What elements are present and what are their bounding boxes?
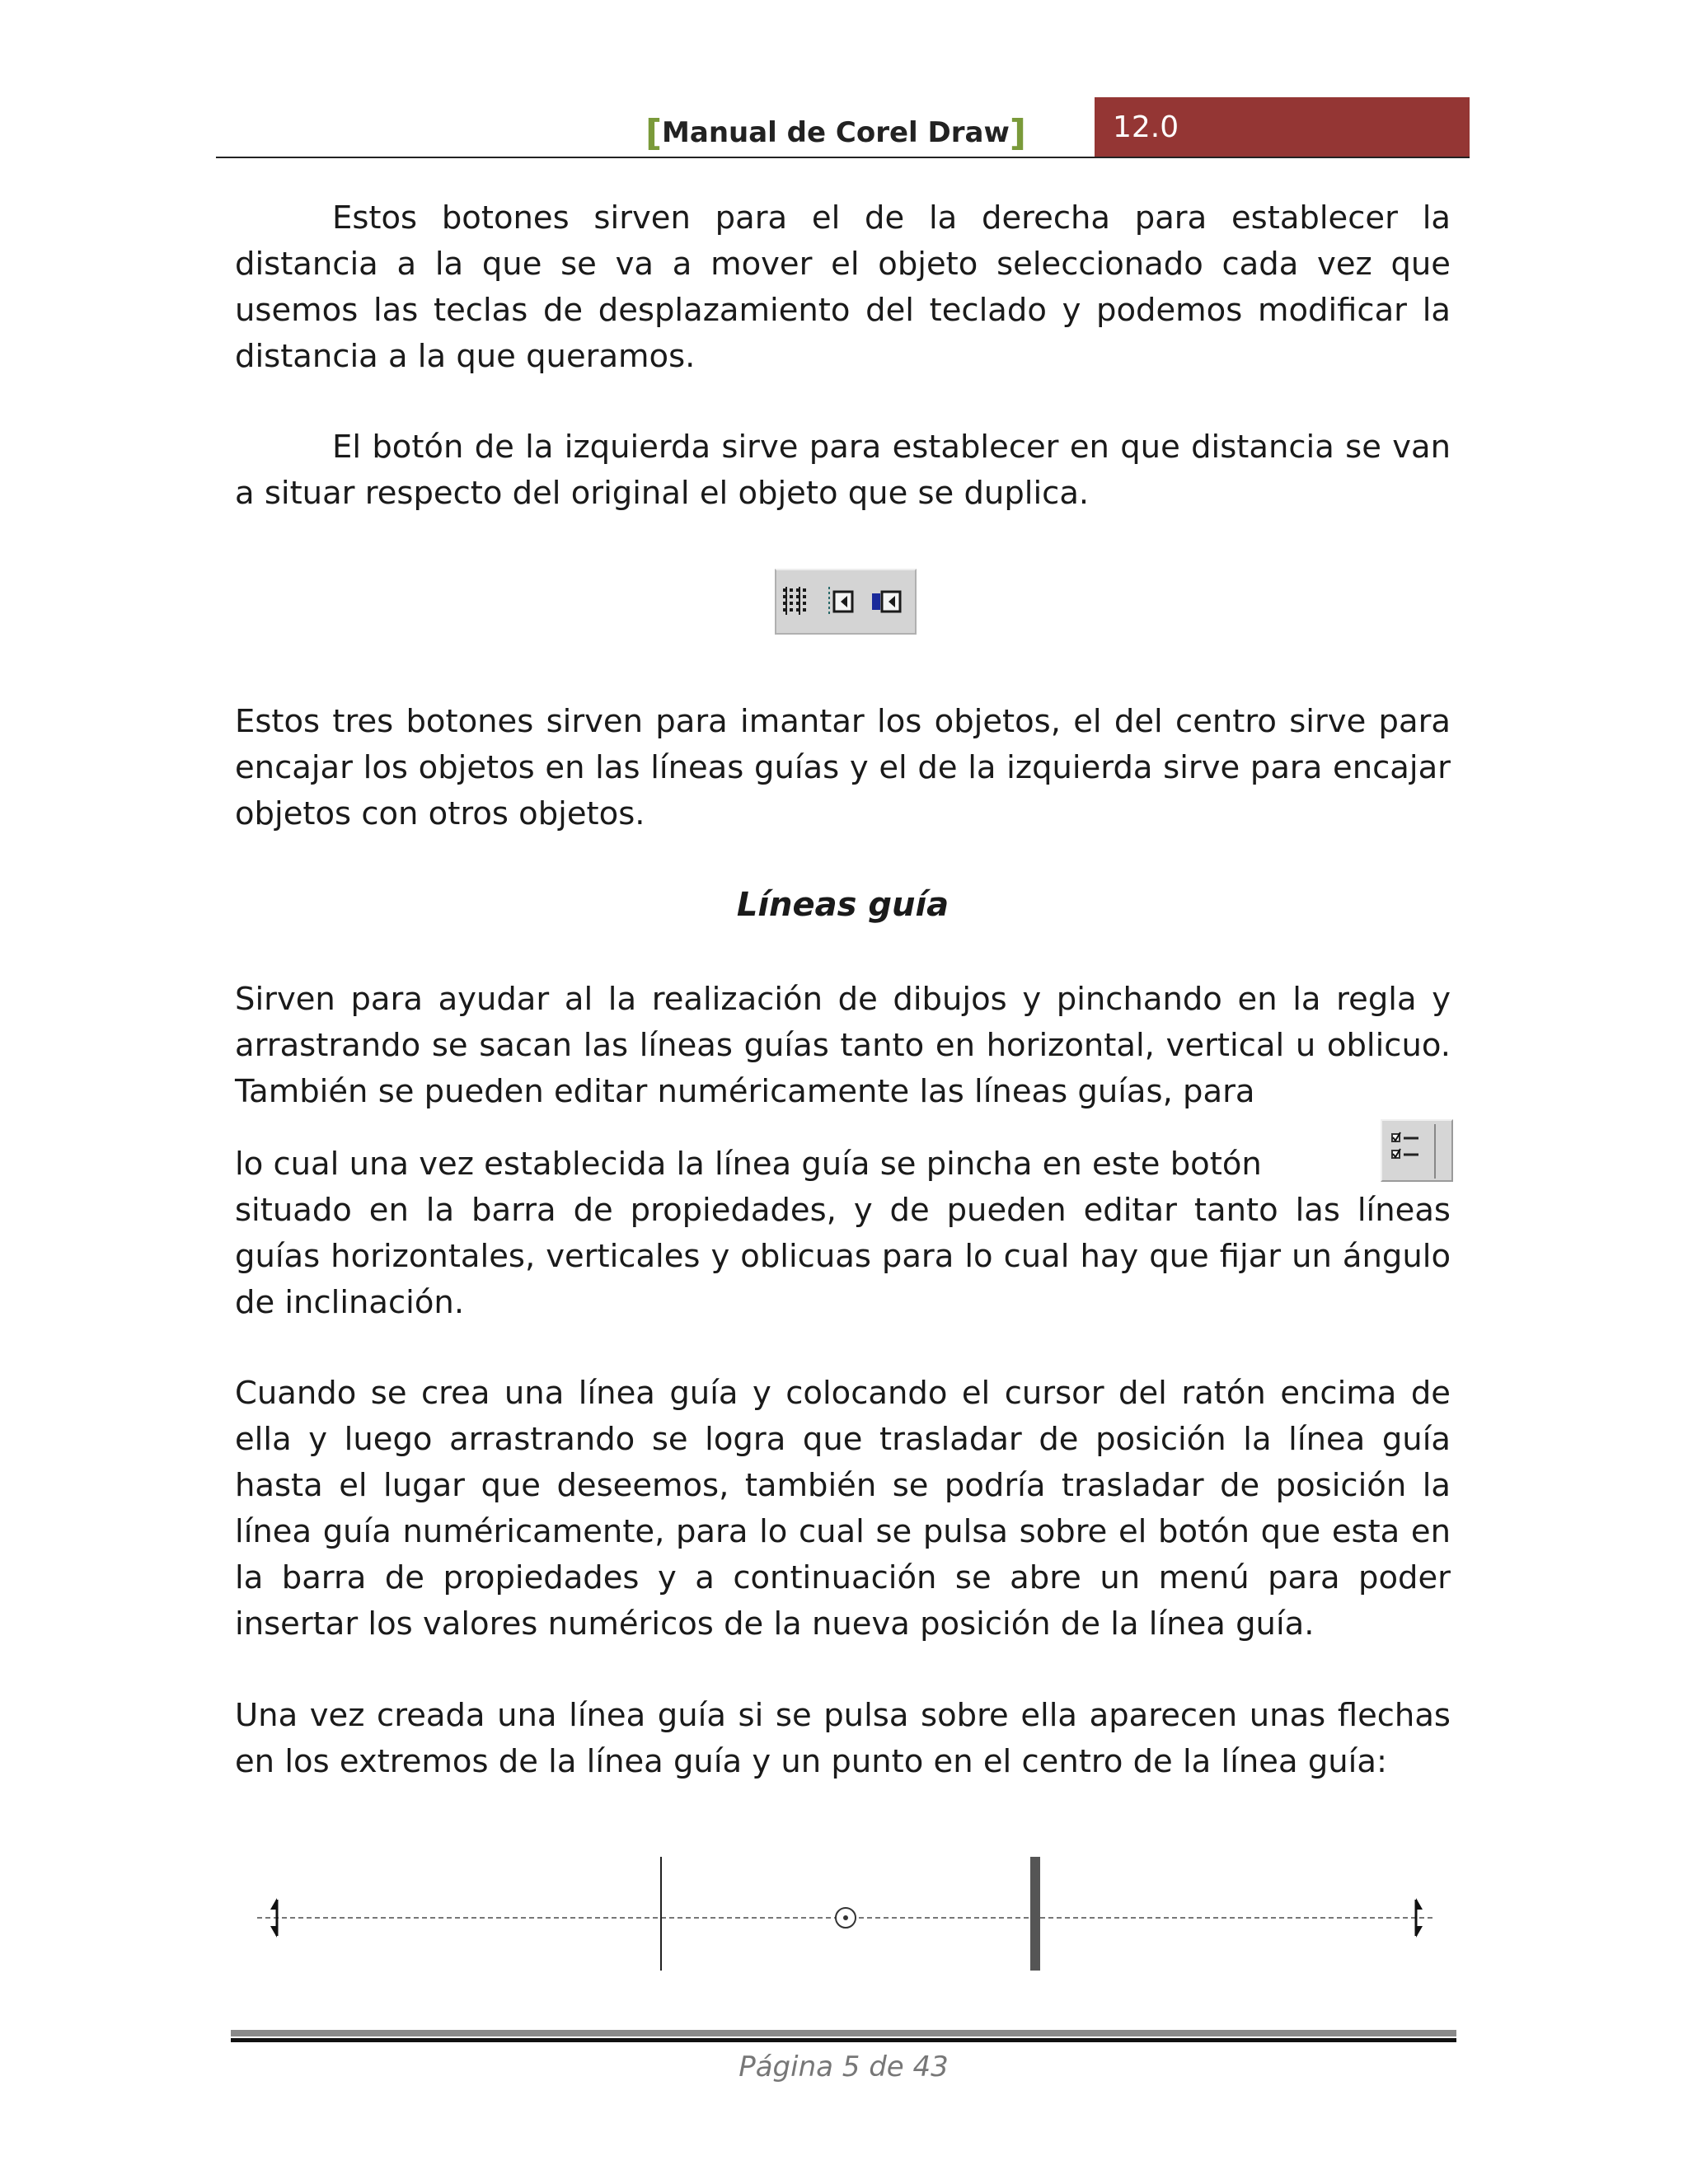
footer-rule-gray [231,2030,1456,2036]
snap-to-grid-icon [783,587,806,615]
paragraph-4b: lo cual una vez establecida la línea guía se pincha en este botón [235,1146,1262,1183]
guideline-setup-button [1381,1119,1453,1182]
snap-toolbar [775,569,917,635]
page-number: Página 5 de 43 [738,2050,949,2083]
header-bracket-close: ] [1009,112,1026,154]
header-rule [216,157,1470,158]
header-title [645,112,1026,154]
paragraph-6: Una vez creada una línea guía si se pulsa sobre ella aparecen unas flechas en los extremos de la línea guía y un punto en el centro de la línea guía: [235,1697,1451,1780]
guideline-setup-icon [1382,1121,1451,1180]
snap-toolbar-graphic [776,570,915,633]
guideline-thick-marker [1030,1857,1040,1971]
paragraph-4c: situado en la barra de propiedades, y de pueden editar tanto las líneas guías horizontales, verticales y oblicuas para lo cual hay que fijar un ángulo de inclinación. [235,1192,1451,1321]
guideline-figure [247,1850,1451,1974]
snap-to-guidelines-icon [829,587,852,616]
paragraph-2: El botón de la izquierda sirve para establecer en que distancia se van a situar respecto del original el objeto que se duplica. [235,429,1451,512]
section-heading: Líneas guía [736,886,950,924]
paragraph-1: Estos botones sirven para el de la derecha para establecer la distancia a la que se va a mover el objeto seleccionado cada vez que usemos las teclas de desplazamiento del teclado y podemos modificar la distancia a la que queramos. [235,199,1451,375]
paragraph-5: Cuando se crea una línea guía y colocando el cursor del ratón encima de ella y luego arrastrando se logra que trasladar de posición la línea guía hasta el lugar que deseemos, también se podría trasladar de posición la línea guía numéricamente, para lo cual se pulsa sobre el botón que esta en la barra de propiedades y a continuación se abre un menú para poder insertar los valores numéricos de la nueva posición de la línea guía. [235,1375,1451,1643]
header-title-text: Manual de Corel Draw [662,116,1010,149]
guideline-center-point-icon [836,1908,856,1928]
footer-rule-black [231,2038,1456,2042]
paragraph-4a: Sirven para ayudar al la realización de dibujos y pinchando en la regla y arrastrando se sacan las líneas guías tanto en horizontal, vertical u oblicuo. También se pueden editar numéricamente las líneas guías, para [235,981,1451,1110]
header-version: 12.0 [1095,97,1470,157]
paragraph-3: Estos tres botones sirven para imantar los objetos, el del centro sirve para encajar los objetos en las líneas guías y el de la izquierda sirve para encajar objetos con otros objetos. [235,703,1451,832]
header-bracket-open: [ [645,112,663,154]
page-header [216,97,1470,159]
guideline-graphic [247,1850,1451,1974]
snap-to-objects-icon [872,592,900,612]
